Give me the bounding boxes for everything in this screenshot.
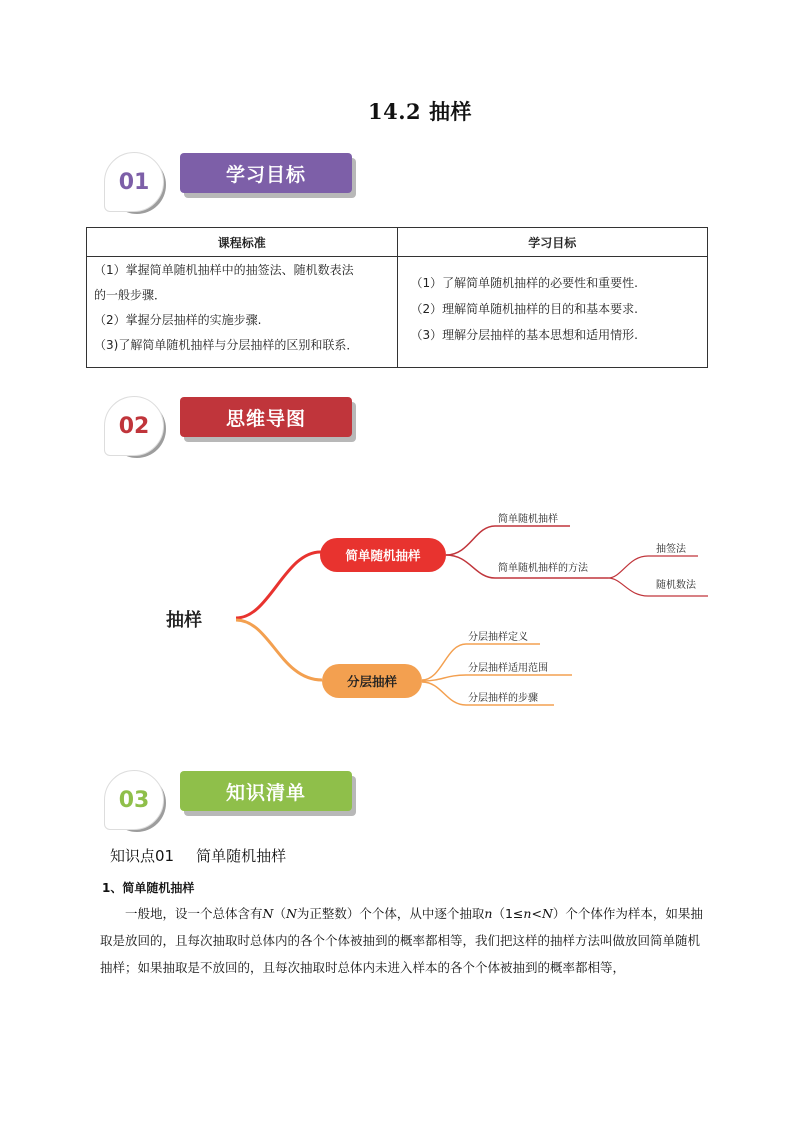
text-run: 一般地，设一个总体含有	[125, 906, 263, 921]
subsection-title: 1、简单随机抽样	[102, 881, 195, 895]
mindmap-leaf: 简单随机抽样	[498, 514, 558, 525]
table-cell-line: （2）理解简单随机抽样的目的和基本要求.	[410, 302, 638, 316]
knowledge-point-label: 知识点01	[110, 847, 175, 865]
goals-table	[86, 227, 708, 368]
math-var: N	[285, 906, 297, 921]
section-number: 03	[104, 770, 164, 830]
page-title: 14.2 抽样	[368, 99, 472, 124]
table-cell-line: （3)了解简单随机抽样与分层抽样的区别和联系．	[94, 338, 359, 352]
math-var: N	[262, 906, 274, 921]
table-header: 课程标准	[87, 228, 398, 257]
math-var: N	[541, 906, 553, 921]
section-banner-03	[104, 770, 364, 830]
table-cell-line: （1）了解简单随机抽样的必要性和重要性.	[410, 276, 638, 290]
text-run: （1≤	[492, 906, 524, 921]
section-label: 思维导图	[180, 397, 352, 437]
section-banner-01	[104, 152, 364, 212]
text-run: ）个个体作为样本，如果抽取是放回的，且每次抽取时总体内的各个个体被抽到的概率都相等，我们把这样的抽样方法叫做放回简单随机抽样；如果抽取是不放回的，且每次抽取时总体内未进入样本的各个个体被抽到的概率都相等，	[100, 906, 703, 975]
mindmap-leaf: 分层抽样适用范围	[468, 663, 548, 674]
section-number: 01	[104, 152, 164, 212]
branch-label: 分层抽样	[346, 674, 398, 689]
mindmap-leaf: 分层抽样定义	[468, 632, 528, 643]
text-run: （	[273, 906, 286, 921]
mindmap-root: 抽样	[166, 610, 202, 631]
math-var: n	[523, 906, 532, 921]
section-label: 知识清单	[180, 771, 352, 811]
section-number: 02	[104, 396, 164, 456]
connector	[422, 675, 572, 681]
connector	[608, 556, 698, 578]
connector	[236, 620, 322, 680]
connector	[236, 552, 322, 618]
mind-map	[150, 490, 730, 730]
text-run: 为正整数）个个体，从中逐个抽取	[296, 906, 485, 921]
text-run: <	[531, 906, 542, 921]
table-cell-line: 的一般步骤．	[94, 288, 167, 302]
mindmap-leaf: 简单随机抽样的方法	[498, 563, 588, 574]
knowledge-point-title	[110, 845, 308, 866]
math-var: n	[484, 906, 493, 921]
mindmap-leaf: 分层抽样的步骤	[468, 693, 538, 704]
table-header: 学习目标	[397, 228, 708, 257]
connector	[446, 526, 570, 555]
body-paragraph	[100, 900, 710, 981]
mindmap-leaf: 抽签法	[656, 544, 686, 555]
section-banner-02	[104, 396, 364, 456]
knowledge-point-name: 简单随机抽样	[196, 847, 287, 865]
table-cell-line: （2）掌握分层抽样的实施步骤.	[94, 313, 262, 327]
table-cell-line: （1）掌握简单随机抽样中的抽签法、随机数表法	[94, 263, 354, 277]
section-label: 学习目标	[180, 153, 352, 193]
mindmap-leaf: 随机数法	[656, 580, 696, 591]
branch-label: 简单随机抽样	[345, 548, 421, 563]
table-cell-line: （3）理解分层抽样的基本思想和适用情形.	[410, 328, 638, 342]
